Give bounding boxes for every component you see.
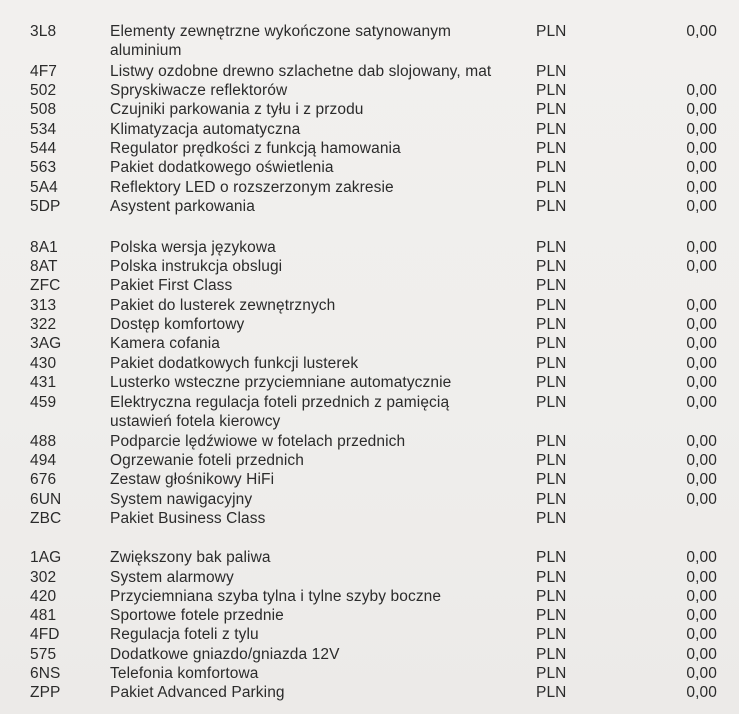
- option-currency: PLN: [536, 607, 567, 624]
- option-description: Regulacja foteli z tylu: [110, 626, 259, 643]
- option-code: 5DP: [30, 198, 61, 215]
- option-code: 1AG: [30, 549, 62, 566]
- option-description: Kamera cofania: [110, 335, 220, 352]
- option-currency: PLN: [536, 510, 567, 527]
- option-price: 0,00: [686, 684, 717, 701]
- option-code: 494: [30, 452, 57, 469]
- option-description: Dostęp komfortowy: [110, 316, 245, 333]
- option-code: 430: [30, 355, 57, 372]
- option-currency: PLN: [536, 277, 567, 294]
- option-currency: PLN: [536, 140, 567, 157]
- option-code: 544: [30, 140, 57, 157]
- option-currency: PLN: [536, 588, 567, 605]
- option-description: Spryskiwacze reflektorów: [110, 82, 288, 99]
- option-price: 0,00: [686, 433, 717, 450]
- option-price: 0,00: [686, 297, 717, 314]
- option-price: 0,00: [686, 374, 717, 391]
- option-description: Czujniki parkowania z tyłu i z przodu: [110, 101, 364, 118]
- option-price: 0,00: [686, 569, 717, 586]
- option-code: 575: [30, 646, 57, 663]
- option-description: Przyciemniana szyba tylna i tylne szyby boczne: [110, 588, 442, 605]
- option-currency: PLN: [536, 626, 567, 643]
- option-description: Ogrzewanie foteli przednich: [110, 452, 304, 469]
- option-description: Listwy ozdobne drewno szlachetne dab slojowany, mat: [110, 63, 492, 80]
- option-description: Zestaw głośnikowy HiFi: [110, 471, 275, 488]
- option-price: 0,00: [686, 316, 717, 333]
- option-code: 502: [30, 82, 57, 99]
- option-price: 0,00: [686, 140, 717, 157]
- option-currency: PLN: [536, 433, 567, 450]
- option-code: 431: [30, 374, 57, 391]
- option-price: 0,00: [686, 179, 717, 196]
- option-price: 0,00: [686, 471, 717, 488]
- option-code: 534: [30, 121, 57, 138]
- option-code: 676: [30, 471, 57, 488]
- option-currency: PLN: [536, 198, 567, 215]
- option-currency: PLN: [536, 82, 567, 99]
- option-currency: PLN: [536, 374, 567, 391]
- option-description: Pakiet dodatkowego oświetlenia: [110, 159, 334, 176]
- option-code: 3L8: [30, 23, 57, 40]
- option-price: 0,00: [686, 665, 717, 682]
- option-description: Telefonia komfortowa: [110, 665, 259, 682]
- option-code: 6UN: [30, 491, 62, 508]
- option-description: Klimatyzacja automatyczna: [110, 121, 301, 138]
- option-price: 0,00: [686, 159, 717, 176]
- option-code: 459: [30, 394, 57, 411]
- option-description: Pakiet Advanced Parking: [110, 684, 285, 701]
- option-price: 0,00: [686, 491, 717, 508]
- option-currency: PLN: [536, 684, 567, 701]
- option-code: 5A4: [30, 179, 58, 196]
- option-price: 0,00: [686, 121, 717, 138]
- option-price: 0,00: [686, 23, 717, 40]
- option-code: 322: [30, 316, 57, 333]
- option-price: 0,00: [686, 82, 717, 99]
- option-price: 0,00: [686, 355, 717, 372]
- option-price: 0,00: [686, 335, 717, 352]
- option-description: Reflektory LED o rozszerzonym zakresie: [110, 179, 394, 196]
- option-currency: PLN: [536, 258, 567, 275]
- option-price: 0,00: [686, 588, 717, 605]
- option-description: Pakiet dodatkowych funkcji lusterek: [110, 355, 359, 372]
- option-code: 6NS: [30, 665, 61, 682]
- option-currency: PLN: [536, 63, 567, 80]
- option-currency: PLN: [536, 121, 567, 138]
- option-code: 508: [30, 101, 57, 118]
- option-description: Pakiet do lusterek zewnętrznych: [110, 297, 336, 314]
- option-price: 0,00: [686, 452, 717, 469]
- option-price: 0,00: [686, 394, 717, 411]
- option-currency: PLN: [536, 239, 567, 256]
- option-currency: PLN: [536, 471, 567, 488]
- option-currency: PLN: [536, 491, 567, 508]
- option-price: 0,00: [686, 101, 717, 118]
- option-code: 302: [30, 569, 57, 586]
- option-code: 563: [30, 159, 57, 176]
- option-code: 488: [30, 433, 57, 450]
- option-code: 4F7: [30, 63, 58, 80]
- option-currency: PLN: [536, 569, 567, 586]
- option-price: 0,00: [686, 626, 717, 643]
- option-description: System nawigacyjny: [110, 491, 253, 508]
- option-description: Polska instrukcja obslugi: [110, 258, 283, 275]
- option-currency: PLN: [536, 394, 567, 411]
- option-currency: PLN: [536, 452, 567, 469]
- option-price: 0,00: [686, 258, 717, 275]
- option-description: Zwiększony bak paliwa: [110, 549, 271, 566]
- option-code: ZPP: [30, 684, 61, 701]
- option-code: 313: [30, 297, 57, 314]
- option-description: Pakiet First Class: [110, 277, 233, 294]
- option-description: Polska wersja językowa: [110, 239, 276, 256]
- option-currency: PLN: [536, 159, 567, 176]
- option-currency: PLN: [536, 549, 567, 566]
- option-currency: PLN: [536, 665, 567, 682]
- option-code: 420: [30, 588, 57, 605]
- option-price: 0,00: [686, 646, 717, 663]
- option-currency: PLN: [536, 297, 567, 314]
- option-code: ZFC: [30, 277, 61, 294]
- option-currency: PLN: [536, 316, 567, 333]
- option-price: 0,00: [686, 549, 717, 566]
- option-description: Sportowe fotele przednie: [110, 607, 284, 624]
- option-code: 4FD: [30, 626, 60, 643]
- option-description: System alarmowy: [110, 569, 234, 586]
- option-description: Lusterko wsteczne przyciemniane automatycznie: [110, 374, 452, 391]
- option-description: Dodatkowe gniazdo/gniazda 12V: [110, 646, 340, 663]
- option-price: 0,00: [686, 607, 717, 624]
- option-currency: PLN: [536, 646, 567, 663]
- option-description: Asystent parkowania: [110, 198, 255, 215]
- option-code: 8AT: [30, 258, 58, 275]
- option-description: Elektryczna regulacja foteli przednich z pamięcią ustawień fotela kierowcy: [110, 394, 450, 430]
- option-description: Podparcie lędźwiowe w fotelach przednich: [110, 433, 406, 450]
- option-currency: PLN: [536, 101, 567, 118]
- option-currency: PLN: [536, 23, 567, 40]
- option-currency: PLN: [536, 355, 567, 372]
- option-description: Elementy zewnętrzne wykończone satynowanym aluminium: [110, 23, 452, 59]
- option-code: 8A1: [30, 239, 58, 256]
- option-description: Pakiet Business Class: [110, 510, 266, 527]
- option-code: ZBC: [30, 510, 62, 527]
- option-code: 481: [30, 607, 57, 624]
- option-price: 0,00: [686, 239, 717, 256]
- option-currency: PLN: [536, 179, 567, 196]
- option-currency: PLN: [536, 335, 567, 352]
- option-price: 0,00: [686, 198, 717, 215]
- option-description: Regulator prędkości z funkcją hamowania: [110, 140, 401, 157]
- option-code: 3AG: [30, 335, 62, 352]
